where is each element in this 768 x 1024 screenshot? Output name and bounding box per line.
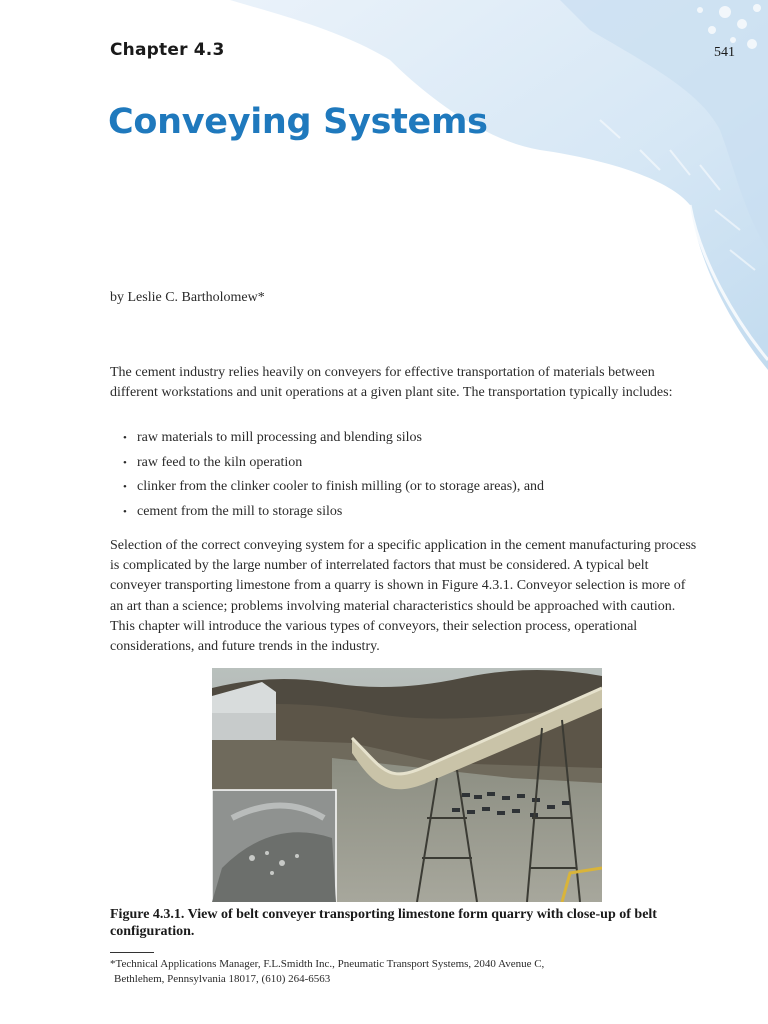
conveyor-photo-illustration (212, 668, 602, 902)
bullet-icon: • (123, 456, 127, 469)
list-item: • raw feed to the kiln operation (110, 453, 700, 478)
author-byline: by Leslie C. Bartholomew* (110, 290, 265, 305)
author-footnote: *Technical Applications Manager, F.L.Smidth Inc., Pneumatic Transport Systems, 2040 Avenue C, Bethlehem, Pennsylvania 18017, (610) 264-6563 (110, 958, 545, 985)
figure-caption: Figure 4.3.1. View of belt conveyer transporting limestone form quarry with close-up of belt configuration. (110, 907, 657, 939)
list-item: • raw materials to mill processing and blending silos (110, 428, 700, 453)
transport-bullet-list (110, 428, 700, 526)
bullet-icon: • (123, 481, 127, 493)
list-item: • cement from the mill to storage silos (110, 502, 700, 527)
footnote-divider (110, 952, 154, 953)
chapter-label: Chapter 4.3 (110, 40, 225, 60)
selection-paragraph: Selection of the correct conveying system for a specific application in the cement manufacturing process is complicated by the large number of interrelated factors that must be considered. A typical belt conveyer transporting limestone from a quarry is shown in Figure 4.3.1. Conveyor selection is more of an art than a science; problems involving material characteristics should be approached with caution. This chapter will introduce the various types of conveyors, their selection process, operational considerations, and future trends in the industry. (110, 538, 697, 655)
page-number: 541 (714, 45, 735, 60)
chapter-title: Conveying Systems (108, 102, 488, 142)
intro-paragraph: The cement industry relies heavily on conveyers for effective transportation of materials between different workstations and unit operations at a given plant site. The transportation typically includes: (110, 365, 673, 401)
bullet-icon: • (123, 432, 127, 444)
list-item: • clinker from the clinker cooler to finish milling (or to storage areas), and (110, 477, 700, 502)
bullet-icon: • (123, 505, 127, 518)
conveyor-photo (212, 668, 602, 902)
